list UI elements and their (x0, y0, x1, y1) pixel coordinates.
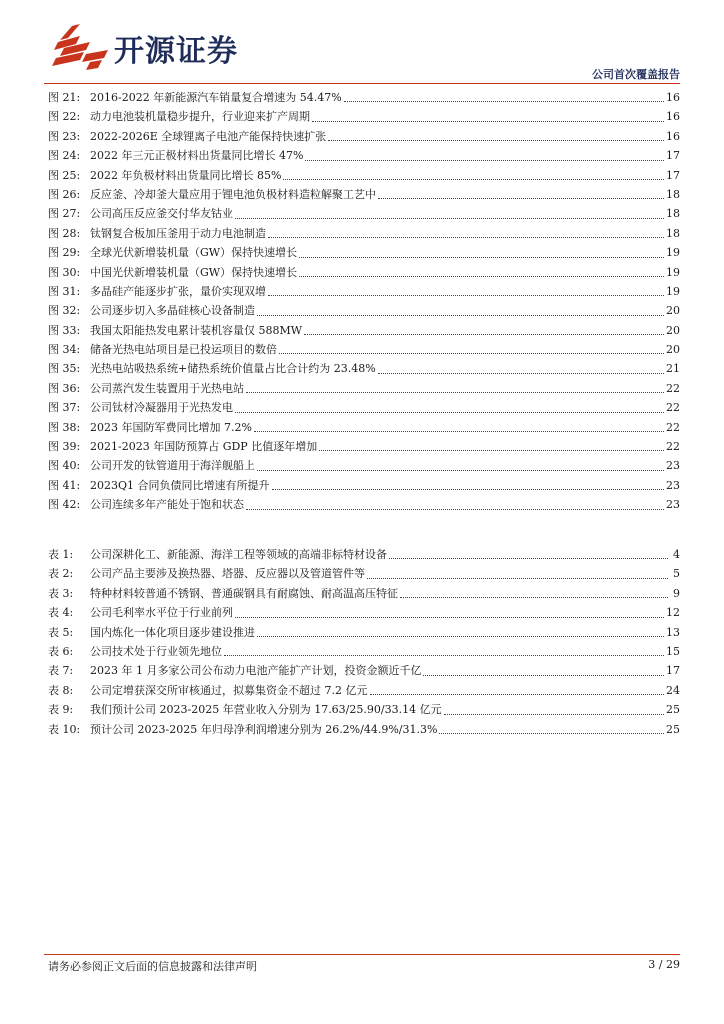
figure-toc-entry[interactable] (48, 340, 680, 359)
entry-page-number: 16 (666, 129, 680, 143)
entry-page-number: 25 (666, 703, 680, 717)
entry-page-number: 17 (666, 168, 680, 182)
entry-label: 图 24: (48, 149, 81, 163)
entry-page-number: 17 (666, 664, 680, 678)
entry-page-number: 18 (666, 187, 680, 201)
figure-toc-entry[interactable] (48, 204, 680, 223)
figure-toc-entry[interactable] (48, 359, 680, 378)
entry-page-number: 22 (666, 420, 680, 434)
entry-page-number: 4 (673, 548, 680, 561)
dot-leader (272, 488, 664, 490)
figure-toc-entry[interactable] (48, 263, 680, 282)
dot-leader (224, 654, 664, 656)
logo (50, 22, 270, 72)
entry-page-number: 20 (666, 343, 680, 357)
dot-leader (378, 197, 664, 199)
entry-label: 图 22: (48, 110, 81, 124)
entry-title: 光热电站吸热系统+储热系统价值量占比合计约为 23.48% (90, 362, 376, 376)
table-toc-entry[interactable] (48, 720, 680, 739)
entry-label: 表 6: (48, 644, 74, 658)
dot-leader (246, 508, 664, 510)
dot-leader (246, 391, 664, 393)
dot-leader (268, 294, 664, 296)
dot-leader (378, 372, 664, 374)
entry-page-number: 23 (666, 459, 680, 473)
dot-leader (279, 352, 664, 354)
dot-leader (235, 217, 664, 219)
table-toc-entry[interactable] (48, 681, 680, 700)
entry-title: 储备光热电站项目是已投运项目的数倍 (90, 343, 277, 357)
entry-label: 图 35: (48, 362, 81, 376)
entry-page-number: 16 (666, 110, 680, 124)
figure-toc-entry[interactable] (48, 243, 680, 262)
entry-title: 预计公司 2023-2025 年归母净利润增速分别为 26.2%/44.9%/31.3% (90, 722, 438, 736)
entry-title: 特种材料较普通不锈钢、普通碳钢具有耐腐蚀、耐高温高压特征 (90, 586, 398, 600)
figure-toc-entry[interactable] (48, 418, 680, 437)
header-divider (44, 83, 680, 84)
entry-label: 图 32: (48, 304, 81, 318)
entry-title: 动力电池装机量稳步提升，行业迎来扩产周期 (90, 110, 310, 124)
figure-toc-entry[interactable] (48, 166, 680, 185)
entry-title: 公司产品主要涉及换热器、塔器、反应器以及管道管件等 (90, 567, 365, 581)
entry-label: 表 10: (48, 722, 81, 736)
entry-page-number: 18 (666, 226, 680, 240)
entry-page-number: 22 (666, 401, 680, 415)
entry-label: 图 41: (48, 478, 81, 492)
table-toc-entry[interactable] (48, 564, 680, 583)
figure-toc-entry[interactable] (48, 437, 680, 456)
entry-page-number: 5 (673, 567, 680, 581)
entry-title: 国内炼化一体化项目逐步建设推进 (90, 625, 255, 639)
entry-title: 2021-2023 年国防预算占 GDP 比值逐年增加 (90, 440, 318, 454)
figure-toc-entry[interactable] (48, 301, 680, 320)
entry-page-number: 23 (666, 498, 680, 512)
entry-page-number: 23 (666, 478, 680, 492)
dot-leader (299, 275, 664, 277)
figure-toc-entry[interactable] (48, 224, 680, 243)
entry-page-number: 17 (666, 149, 680, 163)
logo-mark-icon (50, 22, 110, 72)
entry-title: 中国光伏新增装机量（GW）保持快速增长 (90, 265, 298, 279)
entry-label: 表 5: (48, 625, 74, 639)
entry-label: 图 21: (48, 91, 81, 104)
dot-leader (257, 635, 664, 637)
figure-list (48, 88, 680, 515)
dot-leader (312, 120, 664, 122)
entry-label: 图 23: (48, 129, 81, 143)
entry-page-number: 19 (666, 284, 680, 298)
page-number: 3 / 29 (648, 958, 680, 971)
dot-leader (304, 333, 664, 335)
figure-toc-entry[interactable] (48, 379, 680, 398)
entry-title: 2023 年国防军费同比增加 7.2% (90, 420, 252, 434)
entry-title: 2022 年三元正极材料出货量同比增长 47% (90, 149, 304, 163)
page-header (0, 0, 724, 82)
dot-leader (400, 596, 668, 598)
entry-title: 我国太阳能热发电累计装机容量仅 588MW (90, 323, 303, 337)
entry-title: 公司技术处于行业领先地位 (90, 644, 222, 658)
table-toc-entry[interactable] (48, 700, 680, 719)
entry-page-number: 13 (666, 625, 680, 639)
dot-leader (389, 557, 668, 559)
entry-label: 表 8: (48, 683, 74, 697)
table-toc-entry[interactable] (48, 545, 680, 564)
figure-toc-entry[interactable] (48, 185, 680, 204)
entry-page-number: 21 (666, 362, 680, 376)
entry-label: 图 31: (48, 284, 81, 298)
entry-title: 公司连续多年产能处于饱和状态 (90, 498, 244, 512)
entry-title: 2016-2022 年新能源汽车销量复合增速为 54.47% (90, 91, 342, 104)
entry-label: 图 30: (48, 265, 81, 279)
dot-leader (235, 616, 664, 618)
figure-toc-entry[interactable] (48, 127, 680, 146)
entry-label: 图 42: (48, 498, 81, 512)
entry-label: 表 2: (48, 567, 74, 581)
entry-label: 图 27: (48, 207, 81, 221)
logo-text: 开源证券 (114, 34, 238, 69)
table-toc-entry[interactable] (48, 623, 680, 642)
entry-page-number: 20 (666, 323, 680, 337)
entry-page-number: 22 (666, 440, 680, 454)
table-toc-entry[interactable] (48, 603, 680, 622)
footer-disclaimer: 请务必参阅正文后面的信息披露和法律声明 (48, 960, 257, 973)
entry-title: 公司钛材冷凝器用于光热发电 (90, 401, 233, 415)
report-type-label: 公司首次覆盖报告 (592, 68, 680, 81)
figure-toc-entry[interactable] (48, 456, 680, 475)
entry-label: 图 39: (48, 440, 81, 454)
dot-leader (268, 236, 664, 238)
figure-toc-entry[interactable] (48, 476, 680, 495)
entry-page-number: 12 (666, 606, 680, 620)
entry-page-number: 25 (666, 722, 680, 736)
dot-leader (257, 469, 664, 471)
figure-toc-entry[interactable] (48, 88, 680, 107)
entry-title: 公司蒸汽发生装置用于光热电站 (90, 381, 244, 395)
entry-label: 表 1: (48, 548, 74, 561)
entry-label: 图 34: (48, 343, 81, 357)
entry-page-number: 19 (666, 246, 680, 260)
entry-label: 表 7: (48, 664, 74, 678)
table-toc-entry[interactable] (48, 642, 680, 661)
figure-toc-entry[interactable] (48, 107, 680, 126)
entry-title: 全球光伏新增装机量（GW）保持快速增长 (90, 246, 298, 260)
entry-title: 公司高压反应釜交付华友钴业 (90, 207, 233, 221)
entry-label: 图 29: (48, 246, 81, 260)
entry-page-number: 15 (666, 644, 680, 658)
entry-page-number: 20 (666, 304, 680, 318)
footer-divider (44, 954, 680, 955)
entry-label: 图 33: (48, 323, 81, 337)
table-list (48, 545, 680, 739)
entry-title: 公司定增获深交所审核通过，拟募集资金不超过 7.2 亿元 (90, 683, 368, 697)
figure-toc-entry[interactable] (48, 495, 680, 514)
table-toc-entry[interactable] (48, 661, 680, 680)
figure-toc-entry[interactable] (48, 146, 680, 165)
entry-label: 图 25: (48, 168, 81, 182)
entry-title: 我们预计公司 2023-2025 年营业收入分别为 17.63/25.90/33.14 亿元 (90, 703, 442, 717)
entry-page-number: 19 (666, 265, 680, 279)
entry-page-number: 22 (666, 381, 680, 395)
page-footer (48, 958, 680, 974)
figure-toc-entry[interactable] (48, 321, 680, 340)
entry-page-number: 9 (673, 586, 680, 600)
dot-leader (444, 713, 664, 715)
entry-title: 多晶硅产能逐步扩张，量价实现双增 (90, 284, 266, 298)
dot-leader (328, 139, 664, 141)
entry-title: 2023 年 1 月多家公司公布动力电池产能扩产计划，投资金额近千亿 (90, 664, 422, 678)
entry-label: 表 3: (48, 586, 74, 600)
dot-leader (254, 430, 664, 432)
entry-title: 2022-2026E 全球锂离子电池产能保持快速扩张 (90, 129, 327, 143)
dot-leader (299, 256, 664, 258)
entry-label: 图 36: (48, 381, 81, 395)
entry-title: 公司深耕化工、新能源、海洋工程等领域的高端非标特材设备 (90, 548, 387, 561)
entry-title: 公司开发的钛管道用于海洋舰船上 (90, 459, 255, 473)
dot-leader (423, 674, 664, 676)
entry-label: 图 28: (48, 226, 81, 240)
entry-label: 图 38: (48, 420, 81, 434)
entry-title: 2023Q1 合同负债同比增速有所提升 (90, 478, 270, 492)
entry-title: 钛钢复合板加压釜用于动力电池制造 (90, 226, 266, 240)
entry-title: 反应釜、冷却釜大量应用于锂电池负极材料造粒解聚工艺中 (90, 187, 376, 201)
entry-title: 2022 年负极材料出货量同比增长 85% (90, 168, 282, 182)
table-toc-entry[interactable] (48, 584, 680, 603)
dot-leader (283, 178, 664, 180)
dot-leader (439, 732, 664, 734)
dot-leader (235, 411, 664, 413)
dot-leader (344, 100, 664, 102)
entry-label: 表 9: (48, 703, 74, 717)
entry-page-number: 24 (666, 683, 680, 697)
entry-page-number: 18 (666, 207, 680, 221)
entry-label: 图 26: (48, 187, 81, 201)
dot-leader (305, 159, 664, 161)
entry-label: 图 37: (48, 401, 81, 415)
figure-toc-entry[interactable] (48, 398, 680, 417)
entry-label: 表 4: (48, 606, 74, 620)
figure-toc-entry[interactable] (48, 282, 680, 301)
dot-leader (257, 314, 664, 316)
entry-page-number: 16 (666, 91, 680, 104)
dot-leader (367, 577, 668, 579)
entry-label: 图 40: (48, 459, 81, 473)
entry-title: 公司毛利率水平位于行业前列 (90, 606, 233, 620)
entry-title: 公司逐步切入多晶硅核心设备制造 (90, 304, 255, 318)
dot-leader (319, 449, 664, 451)
dot-leader (370, 693, 665, 695)
